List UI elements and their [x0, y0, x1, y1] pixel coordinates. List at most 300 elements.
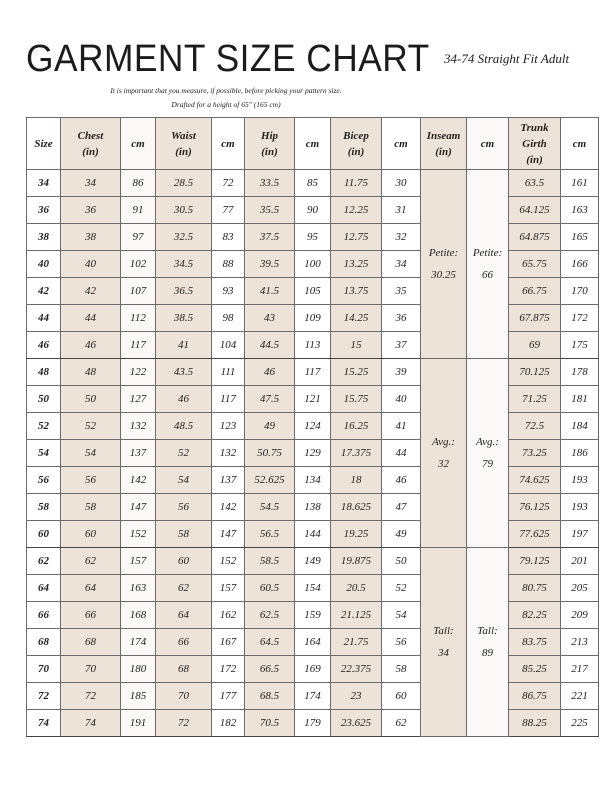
inseam-in-group-label: Avg.: — [432, 436, 455, 448]
trunk-cm-cell: 172 — [561, 305, 599, 332]
hip-in-cell: 44.5 — [245, 332, 295, 359]
hip-cm-cell: 109 — [295, 305, 331, 332]
table-row — [27, 440, 599, 467]
hip-cm-cell: 95 — [295, 224, 331, 251]
hip-cm-cell: 90 — [295, 197, 331, 224]
table-row — [27, 386, 599, 413]
trunk-in-cell: 82.25 — [509, 602, 561, 629]
chest-cm-cell: 137 — [121, 440, 156, 467]
header-inseam — [421, 118, 467, 170]
waist-cm-cell: 167 — [212, 629, 245, 656]
trunk-in-cell: 71.25 — [509, 386, 561, 413]
hip-in-cell: 41.5 — [245, 278, 295, 305]
trunk-in-cell: 70.125 — [509, 359, 561, 386]
size-cell: 38 — [27, 224, 61, 251]
header-row — [27, 118, 599, 170]
bicep-in-cell: 15.75 — [331, 386, 382, 413]
trunk-in-cell: 73.25 — [509, 440, 561, 467]
hip-cm-cell: 159 — [295, 602, 331, 629]
chest-in-cell: 58 — [61, 494, 121, 521]
bicep-in-cell: 22.375 — [331, 656, 382, 683]
header-hip — [245, 118, 295, 170]
hip-in-cell: 46 — [245, 359, 295, 386]
trunk-in-cell: 66.75 — [509, 278, 561, 305]
waist-cm-cell: 177 — [212, 683, 245, 710]
header-waist-cm — [212, 118, 245, 170]
table-row — [27, 332, 599, 359]
bicep-cm-cell: 50 — [382, 548, 421, 575]
header-trunk-cm-label: cm — [572, 137, 587, 150]
header-trunk-unit: (in) — [526, 153, 543, 166]
trunk-cm-cell: 181 — [561, 386, 599, 413]
chest-in-cell: 52 — [61, 413, 121, 440]
table-row — [27, 656, 599, 683]
header-waist-cm-label: cm — [221, 137, 235, 150]
trunk-cm-cell: 193 — [561, 467, 599, 494]
table-row — [27, 575, 599, 602]
size-cell: 44 — [27, 305, 61, 332]
inseam-in-group-value: 34 — [438, 647, 449, 659]
chest-in-cell: 34 — [61, 170, 121, 197]
bicep-cm-cell: 54 — [382, 602, 421, 629]
chest-cm-cell: 107 — [121, 278, 156, 305]
inseam-cm-group-value: 89 — [482, 647, 493, 659]
bicep-cm-cell: 44 — [382, 440, 421, 467]
bicep-in-cell: 13.75 — [331, 278, 382, 305]
waist-cm-cell: 172 — [212, 656, 245, 683]
waist-in-cell: 70 — [156, 683, 212, 710]
waist-in-cell: 32.5 — [156, 224, 212, 251]
size-cell: 42 — [27, 278, 61, 305]
hip-in-cell: 50.75 — [245, 440, 295, 467]
inseam-cm-group-cell — [467, 359, 509, 548]
hip-cm-cell: 134 — [295, 467, 331, 494]
chest-cm-cell: 91 — [121, 197, 156, 224]
header-trunk-label-1: Trunk — [520, 121, 549, 134]
size-cell: 74 — [27, 710, 61, 737]
bicep-in-cell: 21.125 — [331, 602, 382, 629]
bicep-cm-cell: 31 — [382, 197, 421, 224]
bicep-in-cell: 17.375 — [331, 440, 382, 467]
waist-in-cell: 36.5 — [156, 278, 212, 305]
table-row — [27, 629, 599, 656]
waist-in-cell: 72 — [156, 710, 212, 737]
bicep-cm-cell: 32 — [382, 224, 421, 251]
hip-cm-cell: 124 — [295, 413, 331, 440]
trunk-in-cell: 74.625 — [509, 467, 561, 494]
chest-in-cell: 56 — [61, 467, 121, 494]
inseam-cm-group-label: Avg.: — [476, 436, 499, 448]
trunk-in-cell: 77.625 — [509, 521, 561, 548]
hip-in-cell: 39.5 — [245, 251, 295, 278]
waist-in-cell: 56 — [156, 494, 212, 521]
inseam-in-group-label: Petite: — [428, 247, 459, 259]
chest-in-cell: 46 — [61, 332, 121, 359]
trunk-in-cell: 79.125 — [509, 548, 561, 575]
waist-cm-cell: 152 — [212, 548, 245, 575]
chest-in-cell: 54 — [61, 440, 121, 467]
trunk-in-cell: 83.75 — [509, 629, 561, 656]
header-chest-cm — [121, 118, 156, 170]
chest-cm-cell: 127 — [121, 386, 156, 413]
header-bicep-unit: (in) — [347, 145, 365, 158]
chest-cm-cell: 147 — [121, 494, 156, 521]
hip-in-cell: 52.625 — [245, 467, 295, 494]
chest-in-cell: 60 — [61, 521, 121, 548]
bicep-in-cell: 14.25 — [331, 305, 382, 332]
size-cell: 34 — [27, 170, 61, 197]
chest-in-cell: 44 — [61, 305, 121, 332]
trunk-cm-cell: 170 — [561, 278, 599, 305]
chest-in-cell: 66 — [61, 602, 121, 629]
header-hip-cm-label: cm — [305, 137, 320, 150]
hip-in-cell: 37.5 — [245, 224, 295, 251]
trunk-cm-cell: 205 — [561, 575, 599, 602]
hip-cm-cell: 85 — [295, 170, 331, 197]
table-row — [27, 467, 599, 494]
hip-cm-cell: 144 — [295, 521, 331, 548]
trunk-cm-cell: 201 — [561, 548, 599, 575]
header-size-label: Size — [34, 137, 53, 150]
size-cell: 54 — [27, 440, 61, 467]
waist-in-cell: 52 — [156, 440, 212, 467]
inseam-cm-group-cell — [467, 548, 509, 737]
trunk-in-cell: 76.125 — [509, 494, 561, 521]
table-body — [27, 170, 599, 737]
bicep-cm-cell: 37 — [382, 332, 421, 359]
size-cell: 36 — [27, 197, 61, 224]
measurement-note: It is important that you measure, if possible, before picking your pattern size. — [110, 86, 342, 95]
waist-cm-cell: 137 — [212, 467, 245, 494]
trunk-cm-cell: 209 — [561, 602, 599, 629]
bicep-in-cell: 19.25 — [331, 521, 382, 548]
chest-in-cell: 64 — [61, 575, 121, 602]
hip-in-cell: 64.5 — [245, 629, 295, 656]
header-inseam-label: Inseam — [426, 129, 461, 142]
table-row — [27, 359, 599, 386]
table-row — [27, 278, 599, 305]
table-row — [27, 521, 599, 548]
header-size — [27, 118, 61, 170]
bicep-in-cell: 12.25 — [331, 197, 382, 224]
trunk-cm-cell: 166 — [561, 251, 599, 278]
bicep-in-cell: 11.75 — [331, 170, 382, 197]
waist-cm-cell: 147 — [212, 521, 245, 548]
trunk-cm-cell: 197 — [561, 521, 599, 548]
waist-cm-cell: 123 — [212, 413, 245, 440]
waist-in-cell: 43.5 — [156, 359, 212, 386]
size-cell: 40 — [27, 251, 61, 278]
inseam-in-group-cell — [421, 359, 467, 548]
trunk-in-cell: 64.125 — [509, 197, 561, 224]
size-cell: 68 — [27, 629, 61, 656]
waist-cm-cell: 98 — [212, 305, 245, 332]
chest-cm-cell: 122 — [121, 359, 156, 386]
header-hip-cm — [295, 118, 331, 170]
inseam-in-group-label: Tall: — [433, 625, 454, 637]
chest-cm-cell: 157 — [121, 548, 156, 575]
header-hip-label: Hip — [260, 129, 279, 142]
chest-in-cell: 36 — [61, 197, 121, 224]
hip-in-cell: 54.5 — [245, 494, 295, 521]
bicep-cm-cell: 60 — [382, 683, 421, 710]
chest-cm-cell: 185 — [121, 683, 156, 710]
inseam-cm-group-label: Petite: — [472, 247, 503, 259]
hip-in-cell: 58.5 — [245, 548, 295, 575]
hip-in-cell: 62.5 — [245, 602, 295, 629]
hip-in-cell: 70.5 — [245, 710, 295, 737]
bicep-cm-cell: 47 — [382, 494, 421, 521]
chest-cm-cell: 152 — [121, 521, 156, 548]
inseam-in-group-cell — [421, 170, 467, 359]
hip-cm-cell: 113 — [295, 332, 331, 359]
header-bicep-label: Bicep — [343, 129, 369, 142]
table-row — [27, 683, 599, 710]
trunk-cm-cell: 217 — [561, 656, 599, 683]
bicep-in-cell: 21.75 — [331, 629, 382, 656]
bicep-cm-cell: 62 — [382, 710, 421, 737]
bicep-in-cell: 15 — [331, 332, 382, 359]
header-trunk-girth — [509, 118, 561, 170]
chest-in-cell: 62 — [61, 548, 121, 575]
hip-cm-cell: 149 — [295, 548, 331, 575]
waist-cm-cell: 157 — [212, 575, 245, 602]
hip-cm-cell: 121 — [295, 386, 331, 413]
bicep-cm-cell: 35 — [382, 278, 421, 305]
waist-in-cell: 64 — [156, 602, 212, 629]
header-waist — [156, 118, 212, 170]
table-row — [27, 305, 599, 332]
hip-in-cell: 49 — [245, 413, 295, 440]
hip-in-cell: 47.5 — [245, 386, 295, 413]
waist-cm-cell: 162 — [212, 602, 245, 629]
bicep-cm-cell: 52 — [382, 575, 421, 602]
bicep-cm-cell: 56 — [382, 629, 421, 656]
trunk-in-cell: 63.5 — [509, 170, 561, 197]
trunk-cm-cell: 221 — [561, 683, 599, 710]
hip-in-cell: 35.5 — [245, 197, 295, 224]
header-inseam-unit: (in) — [435, 145, 452, 158]
trunk-cm-cell: 225 — [561, 710, 599, 737]
hip-in-cell: 68.5 — [245, 683, 295, 710]
chest-cm-cell: 102 — [121, 251, 156, 278]
chest-cm-cell: 168 — [121, 602, 156, 629]
table-row — [27, 251, 599, 278]
chest-cm-cell: 132 — [121, 413, 156, 440]
waist-in-cell: 46 — [156, 386, 212, 413]
hip-cm-cell: 138 — [295, 494, 331, 521]
header-bicep-cm-label: cm — [394, 137, 408, 150]
table-row — [27, 413, 599, 440]
size-cell: 52 — [27, 413, 61, 440]
hip-cm-cell: 169 — [295, 656, 331, 683]
waist-cm-cell: 83 — [212, 224, 245, 251]
size-cell: 48 — [27, 359, 61, 386]
hip-cm-cell: 154 — [295, 575, 331, 602]
header-chest-label: Chest — [77, 129, 104, 142]
chest-cm-cell: 97 — [121, 224, 156, 251]
trunk-cm-cell: 175 — [561, 332, 599, 359]
page-title: GARMENT SIZE CHART — [26, 38, 430, 80]
waist-in-cell: 48.5 — [156, 413, 212, 440]
chest-in-cell: 70 — [61, 656, 121, 683]
header-bicep-cm — [382, 118, 421, 170]
bicep-in-cell: 18 — [331, 467, 382, 494]
bicep-in-cell: 15.25 — [331, 359, 382, 386]
chest-cm-cell: 117 — [121, 332, 156, 359]
header-inseam-cm-label: cm — [480, 137, 495, 150]
header-chest — [61, 118, 121, 170]
waist-in-cell: 68 — [156, 656, 212, 683]
hip-cm-cell: 105 — [295, 278, 331, 305]
chest-cm-cell: 112 — [121, 305, 156, 332]
size-cell: 64 — [27, 575, 61, 602]
chest-cm-cell: 86 — [121, 170, 156, 197]
chest-cm-cell: 174 — [121, 629, 156, 656]
size-cell: 66 — [27, 602, 61, 629]
hip-in-cell: 66.5 — [245, 656, 295, 683]
bicep-cm-cell: 46 — [382, 467, 421, 494]
trunk-in-cell: 69 — [509, 332, 561, 359]
hip-cm-cell: 117 — [295, 359, 331, 386]
bicep-in-cell: 19.875 — [331, 548, 382, 575]
size-cell: 46 — [27, 332, 61, 359]
hip-cm-cell: 179 — [295, 710, 331, 737]
table-row — [27, 494, 599, 521]
size-cell: 62 — [27, 548, 61, 575]
waist-in-cell: 66 — [156, 629, 212, 656]
trunk-in-cell: 72.5 — [509, 413, 561, 440]
inseam-in-group-cell — [421, 548, 467, 737]
waist-cm-cell: 88 — [212, 251, 245, 278]
header-inseam-cm — [467, 118, 509, 170]
hip-in-cell: 33.5 — [245, 170, 295, 197]
table-row — [27, 602, 599, 629]
waist-in-cell: 62 — [156, 575, 212, 602]
trunk-in-cell: 85.25 — [509, 656, 561, 683]
chest-cm-cell: 180 — [121, 656, 156, 683]
waist-in-cell: 30.5 — [156, 197, 212, 224]
inseam-cm-group-label: Tall: — [477, 625, 498, 637]
bicep-cm-cell: 41 — [382, 413, 421, 440]
trunk-cm-cell: 213 — [561, 629, 599, 656]
bicep-in-cell: 13.25 — [331, 251, 382, 278]
trunk-in-cell: 65.75 — [509, 251, 561, 278]
header-waist-unit: (in) — [175, 145, 192, 158]
chest-cm-cell: 142 — [121, 467, 156, 494]
waist-in-cell: 54 — [156, 467, 212, 494]
chest-in-cell: 40 — [61, 251, 121, 278]
trunk-cm-cell: 178 — [561, 359, 599, 386]
waist-cm-cell: 182 — [212, 710, 245, 737]
waist-in-cell: 58 — [156, 521, 212, 548]
chest-in-cell: 74 — [61, 710, 121, 737]
header-hip-unit: (in) — [261, 145, 278, 158]
header-waist-label: Waist — [171, 129, 196, 142]
trunk-cm-cell: 163 — [561, 197, 599, 224]
waist-in-cell: 60 — [156, 548, 212, 575]
trunk-in-cell: 67.875 — [509, 305, 561, 332]
bicep-in-cell: 23 — [331, 683, 382, 710]
trunk-cm-cell: 193 — [561, 494, 599, 521]
chest-in-cell: 72 — [61, 683, 121, 710]
table-row — [27, 224, 599, 251]
header-bicep — [331, 118, 382, 170]
inseam-in-group-value: 32 — [438, 458, 449, 470]
bicep-cm-cell: 40 — [382, 386, 421, 413]
size-chart-table — [26, 117, 599, 737]
size-cell: 56 — [27, 467, 61, 494]
chest-in-cell: 42 — [61, 278, 121, 305]
hip-in-cell: 60.5 — [245, 575, 295, 602]
chest-in-cell: 38 — [61, 224, 121, 251]
waist-in-cell: 38.5 — [156, 305, 212, 332]
waist-cm-cell: 77 — [212, 197, 245, 224]
chest-cm-cell: 191 — [121, 710, 156, 737]
chart-subtitle: 34-74 Straight Fit Adult — [444, 51, 570, 66]
trunk-in-cell: 64.875 — [509, 224, 561, 251]
table-row — [27, 710, 599, 737]
header-trunk-cm — [561, 118, 599, 170]
hip-cm-cell: 100 — [295, 251, 331, 278]
waist-cm-cell: 117 — [212, 386, 245, 413]
bicep-in-cell: 12.75 — [331, 224, 382, 251]
waist-cm-cell: 72 — [212, 170, 245, 197]
hip-in-cell: 56.5 — [245, 521, 295, 548]
inseam-cm-group-cell — [467, 170, 509, 359]
chest-in-cell: 48 — [61, 359, 121, 386]
bicep-cm-cell: 49 — [382, 521, 421, 548]
inseam-cm-group-value: 66 — [482, 269, 493, 281]
inseam-cm-group-value: 79 — [482, 458, 493, 470]
trunk-in-cell: 88.25 — [509, 710, 561, 737]
table-row — [27, 170, 599, 197]
table-row — [27, 548, 599, 575]
trunk-cm-cell: 186 — [561, 440, 599, 467]
waist-in-cell: 41 — [156, 332, 212, 359]
header-trunk-label-2: Girth — [522, 137, 547, 150]
size-cell: 70 — [27, 656, 61, 683]
hip-cm-cell: 174 — [295, 683, 331, 710]
chest-in-cell: 68 — [61, 629, 121, 656]
size-cell: 50 — [27, 386, 61, 413]
waist-in-cell: 34.5 — [156, 251, 212, 278]
bicep-in-cell: 18.625 — [331, 494, 382, 521]
waist-cm-cell: 111 — [212, 359, 245, 386]
bicep-cm-cell: 30 — [382, 170, 421, 197]
bicep-in-cell: 23.625 — [331, 710, 382, 737]
hip-in-cell: 43 — [245, 305, 295, 332]
chest-cm-cell: 163 — [121, 575, 156, 602]
waist-cm-cell: 104 — [212, 332, 245, 359]
bicep-in-cell: 20.5 — [331, 575, 382, 602]
waist-cm-cell: 132 — [212, 440, 245, 467]
waist-cm-cell: 93 — [212, 278, 245, 305]
bicep-cm-cell: 34 — [382, 251, 421, 278]
header-chest-cm-label: cm — [131, 137, 145, 150]
header-chest-unit: (in) — [82, 145, 99, 158]
hip-cm-cell: 164 — [295, 629, 331, 656]
bicep-cm-cell: 36 — [382, 305, 421, 332]
height-note: Drafted for a height of 65" (165 cm) — [171, 100, 281, 109]
trunk-in-cell: 80.75 — [509, 575, 561, 602]
trunk-in-cell: 86.75 — [509, 683, 561, 710]
trunk-cm-cell: 184 — [561, 413, 599, 440]
size-cell: 58 — [27, 494, 61, 521]
size-cell: 72 — [27, 683, 61, 710]
waist-in-cell: 28.5 — [156, 170, 212, 197]
bicep-in-cell: 16.25 — [331, 413, 382, 440]
